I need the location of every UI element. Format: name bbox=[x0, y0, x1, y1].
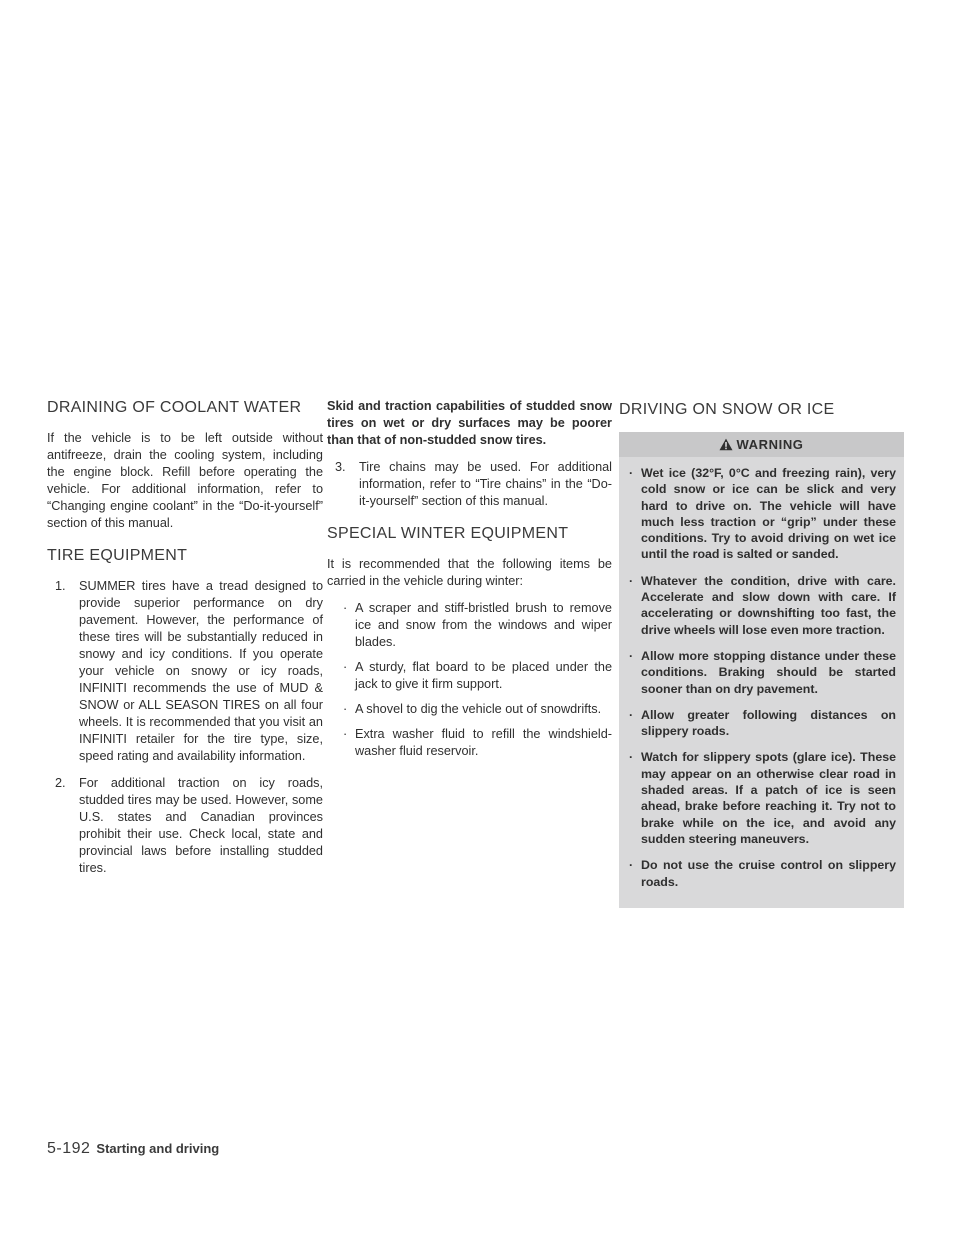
warning-triangle-icon bbox=[719, 438, 733, 451]
warning-item: · Allow greater following distances on slippery roads. bbox=[629, 707, 896, 739]
heading-tire-equipment: TIRE EQUIPMENT bbox=[47, 547, 188, 564]
column-right bbox=[619, 400, 904, 908]
warning-header bbox=[619, 432, 904, 457]
list-item: · A sturdy, flat board to be placed under the jack to give it firm support. bbox=[343, 660, 612, 691]
heading-draining-coolant: DRAINING OF COOLANT WATER bbox=[47, 399, 302, 416]
warning-box bbox=[619, 432, 904, 908]
warning-item: · Whatever the condition, drive with care. Accelerate and slow down with care. If accelerating or downshifting too fast, the drive wheels will lose even more traction. bbox=[629, 573, 896, 637]
heading-special-winter-equipment: SPECIAL WINTER EQUIPMENT bbox=[327, 525, 569, 542]
column-middle bbox=[327, 398, 612, 768]
list-item-studded-tires: 2. For additional traction on icy roads, studded tires may be used. However, some U.S. states and Canadian provinces prohibit their use. Check local, state and provincial laws before installing studded tires. bbox=[55, 776, 323, 875]
list-item-summer-tires: 1. SUMMER tires have a tread designed to provide superior performance on dry pavement. However, the performance of these tires will be substantially reduced in snowy and icy conditions. If you operate your vehicle on snowy or icy roads, INFINITI recommends the use of MUD & SNOW or ALL SEASON TIRES on all four wheels. It is recommended that you visit an INFINITI retailer for the tire type, size, speed rating and availability information. bbox=[55, 579, 323, 763]
paragraph-winter-intro: It is recommended that the following items be carried in the vehicle during winter: bbox=[327, 557, 612, 588]
warning-item: · Allow more stopping distance under these conditions. Braking should be started sooner than on dry pavement. bbox=[629, 648, 896, 696]
paragraph-studded-traction: Skid and traction capabilities of studded snow tires on wet or dry surfaces may be poorer than that of non-studded snow tires. bbox=[327, 399, 612, 447]
column-left bbox=[47, 398, 323, 887]
page-number: 5-192 bbox=[47, 1140, 91, 1157]
heading-driving-snow-ice: DRIVING ON SNOW OR ICE bbox=[619, 401, 835, 418]
warning-title: WARNING bbox=[736, 437, 804, 452]
section-name: Starting and driving bbox=[96, 1141, 220, 1156]
page-footer bbox=[47, 1140, 219, 1158]
paragraph-draining-coolant: If the vehicle is to be left outside without antifreeze, drain the cooling system, including the engine block. Refill before operating the vehicle. For additional information, refer to “Changing engine coolant” in the “Do-it-yourself” section of this manual. bbox=[47, 431, 323, 530]
list-item-tire-chains: 3. Tire chains may be used. For additional information, refer to “Tire chains” in the “Do-it-yourself” section of this manual. bbox=[335, 460, 612, 508]
warning-item: · Wet ice (32°F, 0°C and freezing rain), very cold snow or ice can be slick and very hard to drive on. The vehicle will have much less traction or “grip” under these conditions. Try to avoid driving on wet ice until the road is salted or sanded. bbox=[629, 466, 896, 562]
warning-item: · Watch for slippery spots (glare ice). These may appear on an otherwise clear road in shaded areas. If a patch of ice is seen ahead, brake before reaching it. Try not to brake while on the ice, and avoid any sudden steering maneuvers. bbox=[629, 750, 896, 846]
list-item: · Extra washer fluid to refill the windshield-washer fluid reservoir. bbox=[343, 727, 612, 758]
list-item: · A scraper and stiff-bristled brush to remove ice and snow from the windows and wiper blades. bbox=[343, 601, 612, 649]
warning-item: · Do not use the cruise control on slippery roads. bbox=[629, 858, 896, 889]
list-item: · A shovel to dig the vehicle out of snowdrifts. bbox=[343, 702, 602, 716]
